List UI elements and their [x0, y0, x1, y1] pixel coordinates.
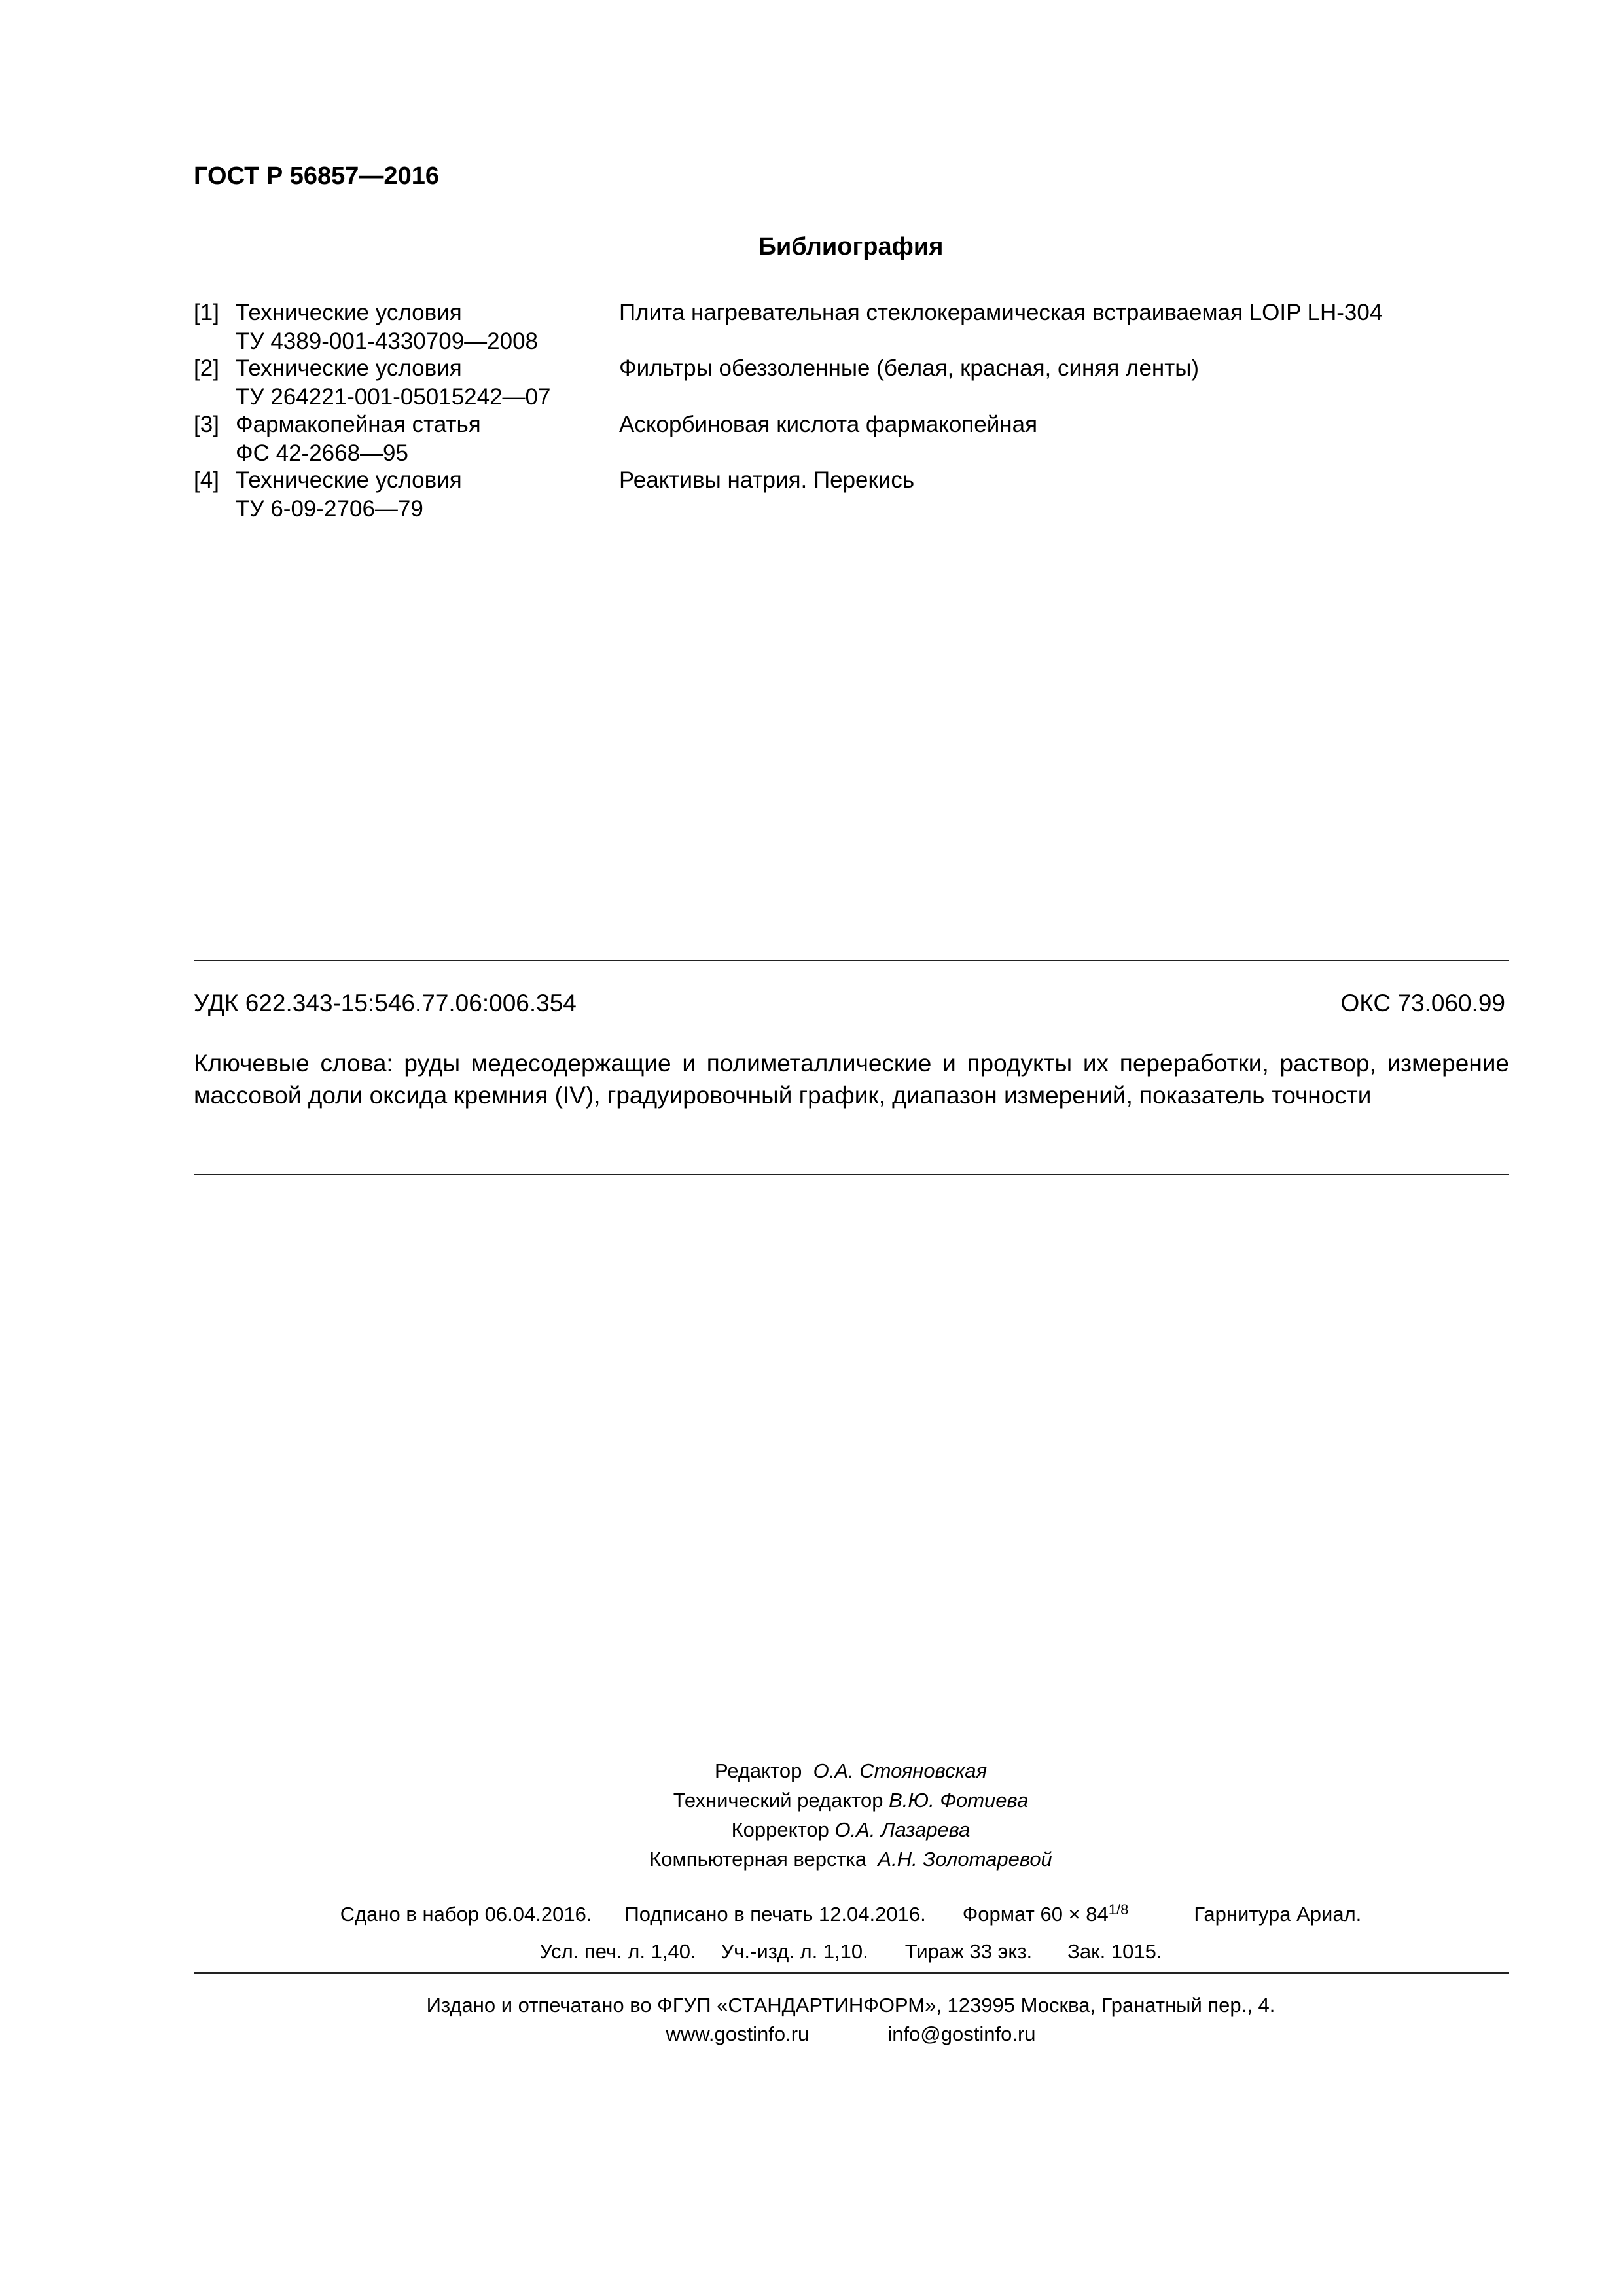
divider-top — [194, 960, 1509, 961]
entry-type: Технические условия — [236, 467, 462, 493]
entry-code: ТУ 264221-001-05015242—07 — [236, 384, 551, 410]
submitted-date: Сдано в набор 06.04.2016. — [340, 1903, 592, 1926]
bibliography-title: Библиография — [758, 233, 944, 260]
entry-title: Реактивы натрия. Перекись — [619, 467, 915, 493]
typeface: Гарнитура Ариал. — [1194, 1903, 1362, 1926]
corrector-label: Корректор — [731, 1818, 829, 1841]
print-info-line-1 — [0, 1901, 1623, 1926]
publisher-line: Издано и отпечатано во ФГУП «СТАНДАРТИНФОРМ», 123995 Москва, Гранатный пер., 4. — [426, 1994, 1275, 2017]
divider-middle — [194, 1174, 1509, 1175]
entry-number: [3] — [194, 412, 219, 437]
pub-sheets: Уч.-изд. л. 1,10. — [721, 1940, 868, 1963]
website-link[interactable]: www.gostinfo.ru — [666, 2022, 810, 2045]
entry-number: [4] — [194, 467, 219, 493]
oks-code: ОКС 73.060.99 — [1340, 990, 1505, 1016]
editor-label: Редактор — [714, 1759, 802, 1782]
tech-editor-line — [0, 1789, 1623, 1812]
entry-type: Технические условия — [236, 355, 462, 381]
entry-code: ФС 42-2668—95 — [236, 440, 408, 466]
format-fraction: 1/8 — [1108, 1901, 1129, 1918]
entry-title: Фильтры обеззоленные (белая, красная, синяя ленты) — [619, 355, 1200, 381]
layout-line — [0, 1848, 1623, 1871]
corrector-line — [0, 1818, 1623, 1842]
entry-code: ТУ 4389-001-4330709—2008 — [236, 329, 539, 354]
circulation: Тираж 33 экз. — [904, 1940, 1033, 1963]
editor-name: О.А. Стояновская — [813, 1759, 988, 1782]
order-number: Зак. 1015. — [1067, 1940, 1162, 1963]
entry-number: [2] — [194, 355, 219, 381]
print-sheets: Усл. печ. л. 1,40. — [539, 1940, 696, 1963]
udk-code: УДК 622.343-15:546.77.06:006.354 — [194, 990, 577, 1016]
print-format: Формат 60 × 84 — [962, 1903, 1109, 1926]
layout-label: Компьютерная верстка — [649, 1848, 867, 1871]
print-info-line-2 — [0, 1940, 1623, 1964]
entry-number: [1] — [194, 300, 219, 325]
entry-type: Технические условия — [236, 300, 462, 325]
corrector-name: О.А. Лазарева — [834, 1818, 971, 1841]
tech-editor-label: Технический редактор — [673, 1789, 883, 1812]
entry-title: Аскорбиновая кислота фармакопейная — [619, 412, 1038, 437]
signed-date: Подписано в печать 12.04.2016. — [624, 1903, 926, 1926]
layout-name: А.Н. Золотаревой — [878, 1848, 1052, 1871]
entry-title: Плита нагревательная стеклокерамическая встраиваемая LOIP LH-304 — [619, 300, 1383, 325]
divider-bottom — [194, 1972, 1509, 1974]
contact-line — [0, 2022, 1623, 2046]
editor-line — [0, 1759, 1623, 1783]
keywords-paragraph: Ключевые слова: руды медесодержащие и полиметаллические и продукты их переработки, раствор, измерение массовой доли оксида кремния (IV), градуировочный график, диапазон измерений, показатель точности — [194, 1050, 1509, 1109]
email-link[interactable]: info@gostinfo.ru — [887, 2022, 1036, 2045]
document-code: ГОСТ Р 56857—2016 — [194, 162, 439, 190]
entry-code: ТУ 6-09-2706—79 — [236, 496, 423, 522]
tech-editor-name: В.Ю. Фотиева — [889, 1789, 1029, 1812]
entry-type: Фармакопейная статья — [236, 412, 481, 437]
